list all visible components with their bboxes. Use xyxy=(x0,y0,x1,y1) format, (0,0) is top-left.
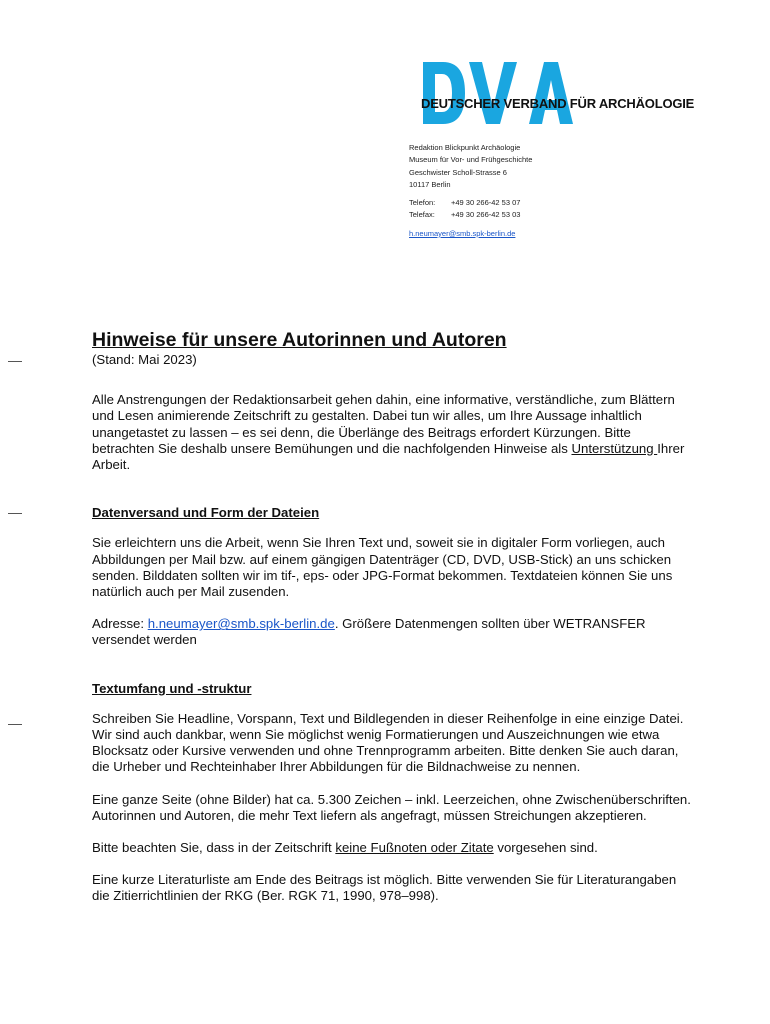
section2-paragraph: Schreiben Sie Headline, Vorspann, Text und Bildlegenden in dieser Reihenfolge in eine einzige Datei. Wir sind auch dankbar, wenn Sie möglichst wenig Formatierungen und Auszeichnungen wie etwa Blocksatz oder Kursive verwenden und ohne Trennprogramm arbeiten. Bitte denken Sie auch daran, die Urheber und Rechteinhaber Ihrer Abbildungen für die Bildnachweise zu nennen. xyxy=(92,710,684,775)
dva-logo-mark xyxy=(421,60,651,126)
margin-mark xyxy=(8,513,22,514)
logo-name: DEUTSCHER VERBAND FÜR ARCHÄOLOGIE xyxy=(421,96,695,111)
margin-mark xyxy=(8,361,22,362)
address-line: Museum für Vor- und Frühgeschichte xyxy=(409,155,533,165)
address-line: 10117 Berlin xyxy=(409,179,451,189)
address-email-link[interactable]: h.neumayer@smb.spk-berlin.de xyxy=(409,228,516,238)
dva-logo xyxy=(421,60,695,126)
document-body xyxy=(92,328,692,921)
section2-paragraph: Eine ganze Seite (ohne Bilder) hat ca. 5.300 Zeichen – inkl. Leerzeichen, ohne Zwischenüberschriften. Autorinnen und Autoren, die mehr Text liefern als angefragt, müssen Streichungen akzeptieren. xyxy=(92,791,691,823)
section-heading-text: Textumfang und -struktur xyxy=(92,680,252,696)
no-footnotes-underlined: keine Fußnoten oder Zitate xyxy=(335,840,494,856)
fax-label: Telefax: xyxy=(409,210,435,220)
margin-mark xyxy=(8,724,22,725)
page-title: Hinweise für unsere Autorinnen und Autoren xyxy=(92,329,507,351)
address-block xyxy=(409,142,532,240)
footnote-paragraph: Bitte beachten Sie, dass in der Zeitschrift keine Fußnoten oder Zitate vorgesehen sind. xyxy=(92,840,598,856)
email-link[interactable]: h.neumayer@smb.spk-berlin.de xyxy=(147,616,335,632)
intro-paragraph: Alle Anstrengungen der Redaktionsarbeit gehen dahin, eine informative, verständliche, zum Blättern und Lesen animierende Zeitschrift zu gestalten. Dabei tun wir alles, um Ihre Aussage inhaltlich unangetastet zu lassen – es sei denn, die Überlänge des Beitrags erfordert Kürzungen. Bitte betrachten Sie deshalb unsere Bemühungen und die nachfolgenden Hinweise als Unterstützung Ihrer Arbeit. xyxy=(92,392,685,473)
fax-row xyxy=(409,209,532,221)
section-heading-data: Datenversand und Form der Dateien xyxy=(92,505,320,521)
fax-value: +49 30 266-42 53 03 xyxy=(451,210,521,220)
support-underlined: Unterstützung xyxy=(571,440,658,456)
phone-value: +49 30 266-42 53 07 xyxy=(451,198,521,208)
address-line: Geschwister Scholl-Strasse 6 xyxy=(409,167,507,177)
phone-label: Telefon: xyxy=(409,198,436,208)
section1-paragraph: Sie erleichtern uns die Arbeit, wenn Sie Ihren Text und, soweit sie in digitaler Form vorliegen, auch Abbildungen per Mail bzw. auf einem gängigen Datenträger (CD, DVD, USB-Stick) an uns schicken senden. Bilddaten sollten wir im tif-, eps- oder JPG-Format bekommen. Textdateien können Sie uns natürlich auch per Mail zusenden. xyxy=(92,535,673,600)
address-line: Redaktion Blickpunkt Archäologie xyxy=(409,143,521,152)
address-paragraph: Adresse: h.neumayer@smb.spk-berlin.de. Größere Datenmengen sollten über WETRANSFER versendet werden xyxy=(92,616,646,648)
phone-row xyxy=(409,197,532,209)
stand-date: (Stand: Mai 2023) xyxy=(92,352,197,367)
literature-paragraph: Eine kurze Literaturliste am Ende des Beitrags ist möglich. Bitte verwenden Sie für Literaturangaben die Zitierrichtlinien der RKG (Ber. RGK 71, 1990, 978–998). xyxy=(92,872,677,904)
